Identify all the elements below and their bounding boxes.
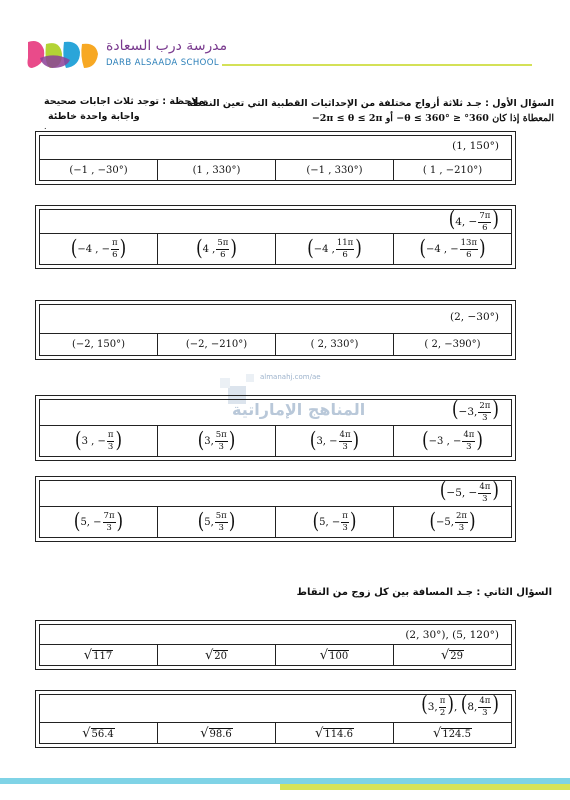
answer-option[interactable]: √ 124.5 xyxy=(393,723,511,743)
header-divider xyxy=(222,64,532,66)
note-line-2: واجابة واحدة خاطئة xyxy=(48,111,140,122)
note-line-1: ملاحظة : توجد ثلاث اجابات صحيحة xyxy=(44,96,205,107)
question-1-title: السؤال الأول : جـد ثلاثة أزواج مختلفة من الإحداثيات القطبية التي تعين النقطة xyxy=(187,98,554,109)
answer-option[interactable]: ( −4 , − $\frac{13\pi}{6}$ ) xyxy=(393,234,511,264)
answer-option[interactable]: ( −4 , − $\frac{\pi}{6}$ ) xyxy=(70,235,127,261)
answer-option[interactable]: √ 114.6 xyxy=(275,723,393,743)
q1-problem-1 xyxy=(35,131,516,185)
answer-option[interactable]: ( 4 , $\frac{5\pi}{6}$ ) xyxy=(157,234,275,264)
answer-option[interactable]: ( 1 , −210°) xyxy=(393,160,511,180)
answer-option[interactable]: ( 2, −390°) xyxy=(393,334,511,355)
answer-row xyxy=(40,644,511,665)
answer-option[interactable]: √ 98.6 xyxy=(157,723,275,743)
watermark-text: المناهج الإماراتية xyxy=(232,400,366,419)
given-points: (3, $\frac{\pi}{2}$ ), (8, $\frac{4\pi}{3}$ ) xyxy=(421,692,499,718)
problem-frame xyxy=(39,135,512,181)
problem-frame xyxy=(39,480,512,538)
answer-option[interactable]: (−2, 150°) xyxy=(72,339,125,350)
footer-stripe-yellow xyxy=(280,784,570,790)
answer-row xyxy=(40,722,511,743)
answer-option[interactable]: (−1 , −30°) xyxy=(69,164,128,176)
given-point: (4, − $\frac{7\pi}{6}$ ) xyxy=(448,207,499,233)
answer-option[interactable]: √ 20 xyxy=(157,645,275,665)
given-points: (2, 30°), (5, 120°) xyxy=(405,629,499,641)
answer-row xyxy=(40,333,511,355)
answer-option[interactable]: ( 5, − $\frac{\pi}{3}$ ) xyxy=(275,507,393,537)
given-point: (2, −30°) xyxy=(450,311,499,323)
answer-row xyxy=(40,506,511,537)
answer-row xyxy=(40,425,511,456)
q1-problem-4 xyxy=(35,395,516,461)
q1-problem-2 xyxy=(35,205,516,269)
answer-option[interactable]: √ 100 xyxy=(275,645,393,665)
answer-option[interactable]: √ 117 xyxy=(83,647,113,663)
problem-frame xyxy=(39,209,512,265)
answer-option[interactable]: √ 56.4 xyxy=(82,725,114,741)
given-point: (1, 150°) xyxy=(452,140,499,152)
q1-problem-5 xyxy=(35,476,516,542)
q2-problem-1 xyxy=(35,620,516,670)
answer-option[interactable]: ( −3 , − $\frac{4\pi}{3}$ ) xyxy=(393,426,511,456)
answer-option[interactable]: ( 3, $\frac{5\pi}{3}$ ) xyxy=(157,426,275,456)
logo-shapes-icon xyxy=(26,38,100,72)
school-logo xyxy=(26,38,236,74)
stray-dot: . xyxy=(44,122,47,131)
answer-option[interactable]: √ 29 xyxy=(393,645,511,665)
school-name-english: DARB ALSAADA SCHOOL xyxy=(106,58,219,68)
school-name-arabic: مدرسة درب السعادة xyxy=(106,38,228,54)
question-2-title: السؤال الثاني : جـد المسافة بين كل زوج من النقاط xyxy=(296,587,552,598)
answer-option[interactable]: ( 5, − $\frac{7\pi}{3}$ ) xyxy=(73,508,124,534)
answer-option[interactable]: ( 5, $\frac{5\pi}{3}$ ) xyxy=(157,507,275,537)
q1-problem-3 xyxy=(35,300,516,360)
answer-option[interactable]: (−1 , 330°) xyxy=(275,160,393,180)
question-1-condition: المعطاة إذا كان 360° ≤ θ ≤ 360°− أو 2π ≤ θ ≤ 2π− xyxy=(311,113,554,124)
answer-option[interactable]: (−2, −210°) xyxy=(157,334,275,355)
problem-frame xyxy=(39,694,512,744)
q2-problem-2 xyxy=(35,690,516,748)
answer-option[interactable]: ( −5, $\frac{2\pi}{3}$ ) xyxy=(393,507,511,537)
answer-row xyxy=(40,159,511,180)
problem-frame xyxy=(39,304,512,356)
answer-option[interactable]: ( −4 , $\frac{11\pi}{6}$ ) xyxy=(275,234,393,264)
answer-row xyxy=(40,233,511,264)
watermark-url: almanahj.com/ae xyxy=(260,373,321,381)
problem-frame xyxy=(39,399,512,457)
answer-option[interactable]: ( 2, 330°) xyxy=(275,334,393,355)
given-point: (−5, − $\frac{4\pi}{3}$ ) xyxy=(439,478,499,504)
problem-frame xyxy=(39,624,512,666)
answer-option[interactable]: (1 , 330°) xyxy=(157,160,275,180)
answer-option[interactable]: ( 3 , − $\frac{\pi}{3}$ ) xyxy=(74,427,123,453)
answer-option[interactable]: ( 3, − $\frac{4\pi}{3}$ ) xyxy=(275,426,393,456)
given-point: (−3, $\frac{2\pi}{3}$ ) xyxy=(451,397,499,423)
